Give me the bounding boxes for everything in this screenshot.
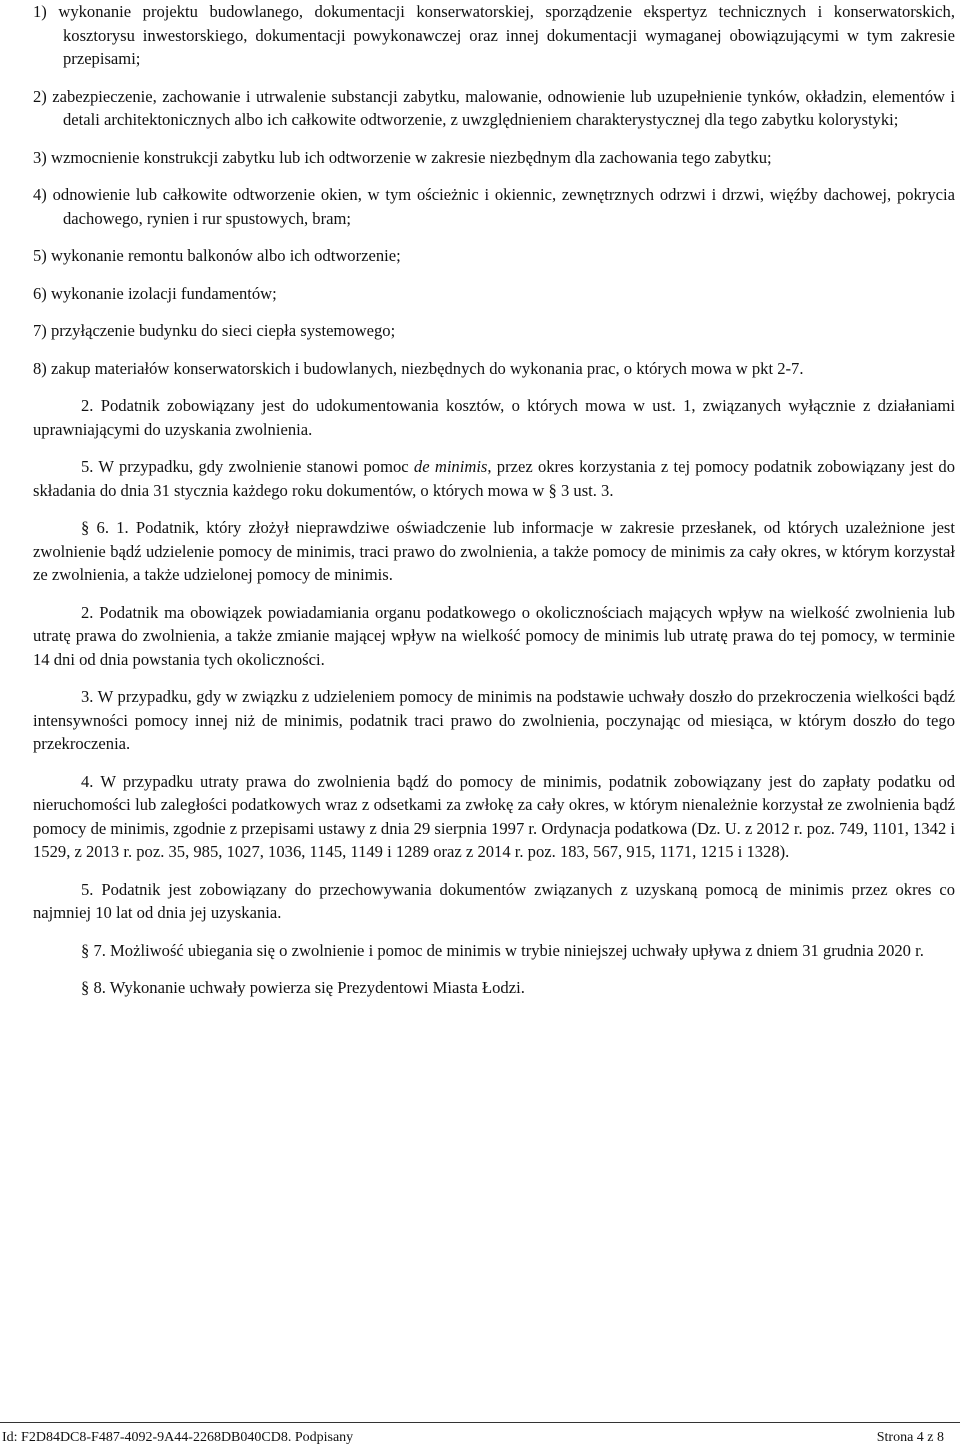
list-number: 2) [33,86,47,106]
list-item-8 [33,357,955,381]
list-item-6 [33,282,955,306]
list-text: wzmocnienie konstrukcji zabytku lub ich odtworzenie w zakresie niezbędnym dla zachowania tego zabytku; [50,147,772,167]
list-text: zabezpieczenie, zachowanie i utrwalenie substancji zabytku, malowanie, odnowienie lub uzupełnienie tynków, okładzin, elementów i detali architektonicznych albo ich całkowite odtworzenie, z uwzględnieniem charakterystycznej dla tego zabytku kolorystyki; [52,86,955,129]
de-minimis-term: de minimis [413,457,488,476]
section-6-5 [33,878,955,925]
list-text: wykonanie remontu balkonów albo ich odtworzenie; [50,246,401,265]
paragraph-text: , przez okres korzystania z tej pomocy podatnik zobowiązany jest do składania do dnia 31 stycznia każdego roku dokumentów, o których mowa w § 3 ust. 3. [33,457,955,500]
section-6-4 [33,770,955,864]
list-number: 4) [33,185,47,204]
paragraph-text: Podatnik zobowiązany jest do udokumentowania kosztów, o których mowa w ust. 1, związanych wyłącznie z działaniami uprawniającymi do uzyskania zwolnienia. [33,396,955,439]
section-number: § 7. [81,940,106,960]
list-item-4 [33,183,955,230]
section-number: 5. [81,457,94,476]
list-number: 7) [33,321,47,340]
section-7 [33,939,955,963]
list-text: wykonanie projektu budowlanego, dokumentacji konserwatorskiej, sporządzenie ekspertyz technicznych i konserwatorskich, kosztorysu inwestorskiego, dokumentacji powykonawczej oraz innej dokumentacji wymaganej obowiązującymi w tym zakresie przepisami; [58,2,955,68]
paragraph-text: W przypadku utraty prawa do zwolnienia bądź do pomocy de minimis, podatnik zobowiązany jest do zapłaty podatku od nieruchomości lub zaległości podatkowych wraz z odsetkami za zwłokę za cały okres, w którym nienależnie korzystał ze zwolnienia bądź pomocy de minimis, zgodnie z przepisami ustawy z dnia 29 sierpnia 1997 r. Ordynacja podatkowa (Dz. U. z 2012 r. poz. 749, 1101, 1342 i 1529, z 2013 r. poz. 35, 985, 1027, 1036, 1145, 1149 i 1289 oraz z 2014 r. poz. 183, 567, 915, 1171, 1215 i 1328). [33,771,955,861]
list-item-3 [33,146,955,170]
list-item-2 [33,85,955,132]
paragraph-number: 3. [81,687,94,706]
paragraph-text: Wykonanie uchwały powierza się Prezydentowi Miasta Łodzi. [109,978,525,997]
paragraph-number: 5. [81,879,94,899]
paragraph-number: 2. [81,602,94,622]
section-8 [33,976,955,1000]
list-item-1 [33,0,955,71]
section-6-3 [33,685,955,756]
section-number: § 6. 1. [81,518,129,537]
paragraph-number: 2. [81,396,94,415]
paragraph-text: W przypadku, gdy w związku z udzieleniem pomocy de minimis na podstawie uchwały doszło do przekroczenia wielkości bądź intensywności pomocy innej niż de minimis, podatnik traci prawo do zwolnienia, poczynając od miesiąca, w którym doszło do tego przekroczenia. [33,687,955,753]
paragraph-text: W przypadku, gdy zwolnienie stanowi pomoc [98,457,409,476]
page-footer [0,1422,960,1448]
list-text: przyłączenie budynku do sieci ciepła systemowego; [50,321,396,340]
section-6-1 [33,516,955,587]
section-6-2 [33,601,955,672]
section-number: § 8. [81,978,106,997]
paragraph-text: Podatnik jest zobowiązany do przechowywania dokumentów związanych z uzyskaną pomocą de minimis przez okres co najmniej 10 lat od dnia jej uzyskania. [33,879,955,922]
paragraph-number: 4. [81,771,94,791]
document-page [33,0,955,1014]
paragraph-text: Podatnik ma obowiązek powiadamiania organu podatkowego o okolicznościach mających wpływ na wielkość zwolnienia lub utratę prawa do zwolnienia, a także zmianie mającej wpływ na wielkość pomocy de minimis lub utratę prawa do tej pomocy, w terminie 14 dni od dnia powstania tych okoliczności. [33,602,955,669]
paragraph-5-2 [33,394,955,441]
list-number: 3) [33,147,47,167]
list-number: 8) [33,358,47,378]
list-item-7 [33,319,955,343]
list-text: odnowienie lub całkowite odtworzenie okien, w tym ościeżnic i okiennic, zewnętrznych odrzwi i drzwi, więźby dachowej, pokrycia dachowego, rynien i rur spustowych, bram; [52,185,956,228]
list-item-5 [33,244,955,268]
paragraph-text: Podatnik, który złożył nieprawdziwe oświadczenie lub informacje w zakresie przesłanek, od których uzależnione jest zwolnienie bądź udzielenie pomocy de minimis, traci prawo do zwolnienia, a także pomocy de minimis za cały okres, w którym korzystał ze zwolnienia, a także udzielonej pomocy de minimis. [33,518,956,584]
section-5 [33,455,955,502]
list-number: 1) [33,2,47,21]
document-id: Id: F2D84DC8-F487-4092-9A44-2268DB040CD8. Podpisany [2,1430,354,1445]
list-number: 6) [33,283,47,303]
list-text: zakup materiałów konserwatorskich i budowlanych, niezbędnych do wykonania prac, o których mowa w pkt 2-7. [50,358,804,378]
list-text: wykonanie izolacji fundamentów; [50,283,277,303]
paragraph-text: Możliwość ubiegania się o zwolnienie i pomoc de minimis w trybie niniejszej uchwały upływa z dniem 31 grudnia 2020 r. [110,940,924,960]
page-number: Strona 4 z 8 [876,1430,944,1445]
list-number: 5) [33,246,47,265]
